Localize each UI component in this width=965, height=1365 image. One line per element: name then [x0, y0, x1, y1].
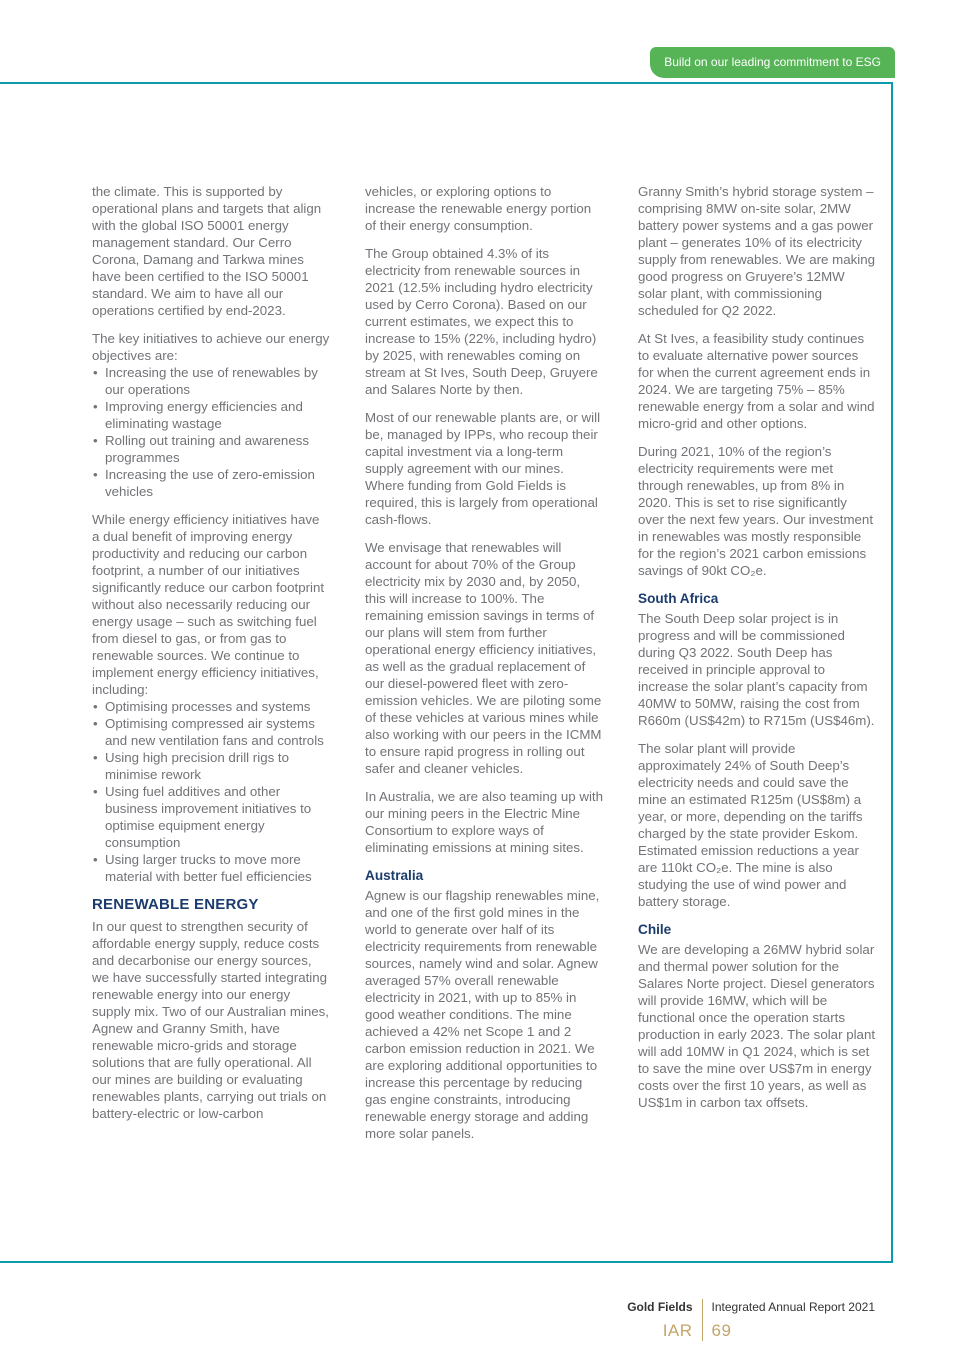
bullet-item: • Using larger trucks to move more material with better fuel efficiencies [92, 851, 330, 885]
esg-commitment-tag: Build on our leading commitment to ESG [650, 47, 895, 78]
bullet-item: • Rolling out training and awareness programmes [92, 432, 330, 466]
bullet-item: • Optimising processes and systems [92, 698, 330, 715]
footer-left-column [627, 1299, 701, 1341]
page-number: 69 [711, 1321, 732, 1340]
paragraph: We envisage that renewables will account for about 70% of the Group electricity mix by 2030 and, by 2050, this will increase to 100%. The remaining emission savings in terms of our plans will stem from further operational energy efficiency initiatives, as well as the gradual replacement of our diesel-powered fleet with zero-emission vehicles. We are piloting some of these vehicles at various mines while also working with our peers in the ICMM to ensure rapid progress in rolling out safer and cleaner vehicles. [365, 540, 602, 776]
bullet-item: • Increasing the use of zero-emission vehicles [92, 466, 330, 500]
bullet-item: • Improving energy efficiencies and eliminating wastage [92, 398, 330, 432]
region-heading: Australia [365, 868, 424, 883]
footer-right-column [702, 1299, 875, 1341]
section-heading: RENEWABLE ENERGY [92, 896, 259, 913]
paragraph: The solar plant will provide approximately 24% of South Deep’s electricity needs and could save the mine an estimated R125m (US$8m) a year, or more, depending on the tariffs charged by the state provider Eskom. Estimated emission reductions a year are 110kt CO₂e. The mine is also studying the use of wind power and battery storage. [638, 741, 863, 909]
bullet-item: • Using high precision drill rigs to minimise rework [92, 749, 330, 783]
text-column-1 [92, 183, 330, 1153]
paragraph: Most of our renewable plants are, or will be, managed by IPPs, who recoup their capital investment via a long-term supply agreement with our mines. Where funding from Gold Fields is required, this is largely from operational cash-flows. [365, 410, 601, 527]
text-column-2 [365, 183, 603, 1153]
paragraph: The key initiatives to achieve our energy objectives are: [92, 331, 330, 363]
paragraph: Granny Smith’s hybrid storage system – comprising 8MW on-site solar, 2MW battery power systems and a gas power plant – generates 10% of its electricity supply from renewables. We are making good progress on Gruyere’s 12MW solar plant, with commissioning scheduled for Q2 2022. [638, 184, 875, 318]
brand-name: Gold Fields [627, 1300, 693, 1314]
bullet-item: • Using fuel additives and other business improvement initiatives to optimise equipment energy consumption [92, 783, 330, 851]
report-title: Integrated Annual Report 2021 [711, 1300, 875, 1314]
paragraph: While energy efficiency initiatives have a dual benefit of improving energy productivity and reducing our carbon footprint, a number of our initiatives significantly reduce our carbon footprint without also necessarily reducing our energy usage – such as switching fuel from diesel to gas, or from gas to renewable sources. We continue to implement energy efficiency initiatives, including: [92, 512, 325, 697]
region-heading: South Africa [638, 591, 719, 606]
paragraph: We are developing a 26MW hybrid solar and thermal power solution for the Salares Norte project. Diesel generators will provide 16MW, which will be functional once the operation starts production in early 2023. The solar plant will add 10MW in Q1 2024, which is set to save the mine over US$7m in energy costs over the first 10 years, as well as US$1m in carbon tax offsets. [638, 942, 876, 1110]
bullet-item: • Optimising compressed air systems and new ventilation fans and controls [92, 715, 330, 749]
region-heading: Chile [638, 922, 672, 937]
paragraph: Agnew is our flagship renewables mine, and one of the first gold mines in the world to generate over half of its electricity requirements from renewable sources, namely wind and solar. Agnew averaged 57% overall renewable electricity in 2021, with up to 85% in good weather conditions. The mine achieved a 42% net Scope 1 and 2 carbon emission reduction in 2021. We are exploring additional opportunities to increase this percentage by reducing gas engine constraints, introducing renewable energy storage and adding more solar panels. [365, 888, 600, 1141]
page-footer [627, 1299, 875, 1341]
columns-container [0, 84, 891, 1153]
bullet-item: • Increasing the use of renewables by our operations [92, 364, 330, 398]
page-label: IAR [662, 1321, 693, 1340]
text-column-3 [638, 183, 876, 1153]
paragraph: The Group obtained 4.3% of its electricity from renewable sources in 2021 (12.5% including hydro electricity used by Cerro Corona). Based on our current estimates, we expect this to increase to 15% (22%, including hydro) by 2025, with renewables coming on stream at St Ives, South Deep, Gruyere and Salares Norte by then. [365, 246, 598, 397]
paragraph: The South Deep solar project is in progress and will be commissioned during Q3 2022. South Deep has received in principle approval to increase the solar plant’s capacity from 40MW to 50MW, raising the cost from R660m (US$42m) to R715m (US$46m). [638, 611, 875, 728]
paragraph: In Australia, we are also teaming up with our mining peers in the Electric Mine Consortium to explore ways of eliminating emissions at mining sites. [365, 789, 603, 855]
paragraph: the climate. This is supported by operational plans and targets that align with the global ISO 50001 energy management standard. Our Cerro Corona, Damang and Tarkwa mines have been certified to the ISO 50001 standard. We aim to have all our operations certified by end-2023. [92, 184, 322, 318]
bullet-list [92, 698, 330, 885]
paragraph: In our quest to strengthen security of affordable energy supply, reduce costs and decarbonise our energy sources, we have successfully started integrating renewable energy into our energy supply mix. Two of our Australian mines, Agnew and Granny Smith, have renewable micro-grids and storage solutions that are fully operational. All our mines are building or evaluating renewables plants, carrying out trials on battery-electric or low-carbon [92, 919, 329, 1121]
bullet-list [92, 364, 330, 500]
paragraph: During 2021, 10% of the region’s electricity requirements were met through renewables, up from 8% in 2020. This is set to rise significantly over the next few years. Our investment in renewables was mostly responsible for the region’s 2021 carbon emissions savings of 90kt CO₂e. [638, 444, 874, 578]
paragraph: vehicles, or exploring options to increase the renewable energy portion of their energy consumption. [365, 184, 592, 233]
paragraph: At St Ives, a feasibility study continues to evaluate alternative power sources for when the current agreement ends in 2024. We are targeting 75% – 85% renewable energy from a solar and wind micro-grid and other options. [638, 331, 875, 431]
content-border-box [0, 82, 893, 1263]
